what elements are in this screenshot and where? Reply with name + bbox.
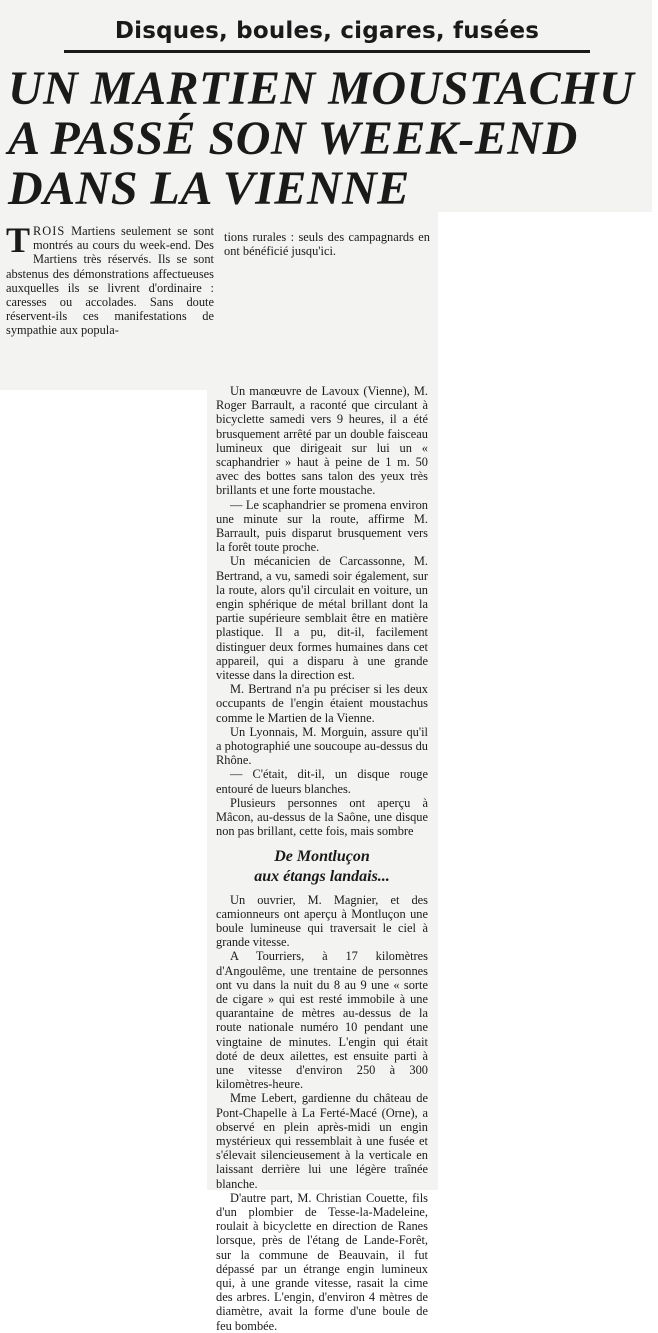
article-column-2 [216, 384, 428, 1333]
paragraph: Un Lyonnais, M. Morguin, assure qu'il a photographié une soucoupe au-dessus du Rhône. [216, 724, 428, 768]
paragraph: — Le scaphandrier se promena environ une minute sur la route, affirme M. Barrault, puis disparut brusquement vers la forêt toute proche. [216, 497, 428, 555]
paragraph: M. Bertrand n'a pu préciser si les deux occupants de l'engin étaient moustachus comme le Martien de la Vienne. [216, 682, 428, 725]
paragraph: D'autre part, M. Christian Couette, fils d'un plombier de Tesse-la-Madeleine, roulait à bicyclette en direction de Ranes lorsque, près de l'étang de Lande-Forêt, sur la commune de Beauvain, il fut dépassé par un étrange engin lumineux qui, à une grande vitesse, rasait la cime des arbres. L'engin, d'environ 4 mètres de diamètre, avait la forme d'une boule de feu bombée. [216, 1190, 428, 1333]
headline-line: A PASSÉ SON WEEK-END [8, 112, 578, 165]
subheading [216, 847, 428, 887]
paragraph: — C'était, dit-il, un disque rouge entouré de lueurs blanches. [216, 767, 428, 796]
lead-text: Martiens seulement se sont montrés au cours du week-end. Des Martiens très réservés. Ils se sont abstenus des démonstrations affectueuses auxquelles ils se livrent d'ordinaire : caresses ou accolades. Sans doute réservent-ils ces manifestations de sympathie aux popula- [6, 224, 214, 338]
headline [8, 64, 648, 214]
article-column-1 [6, 220, 214, 338]
subheading-line: De Montluçon [274, 847, 370, 865]
headline-line: DANS LA VIENNE [8, 162, 410, 215]
lead-paragraph [6, 220, 214, 338]
lead-caps: ROIS [33, 224, 66, 238]
paragraph: tions rurales : seuls des campagnards en ont bénéficié jusqu'ici. [224, 230, 430, 259]
article-column-2-top [224, 230, 430, 258]
paragraph: A Tourriers, à 17 kilomètres d'Angoulême, une trentaine de personnes ont vu dans la nuit du 8 au 9 une « sorte de cigare » qui est resté immobile à une quarantaine de mètres au-dessus de la route nationale numéro 10 pendant une vingtaine de minutes. L'engin qui était doté de deux ailettes, est ensuite parti à une vitesse d'environ 250 à 300 kilomètres-heure. [216, 949, 428, 1092]
paragraph: Plusieurs personnes ont aperçu à Mâcon, au-dessus de la Saône, une disque non pas brillant, cette fois, mais sombre [216, 795, 428, 839]
kicker-title: Disques, boules, cigares, fusées [64, 16, 590, 53]
paragraph: Un mécanicien de Carcassonne, M. Bertrand, a vu, samedi soir également, sur la route, alors qu'il circulait en voiture, un engin sphérique de métal brillant dont la partie supérieure semblait être en matière plastique. Il a pu, dit-il, facilement distinguer deux formes humaines dans cet appareil, qui a disparu à une grande vitesse dans la direction est. [216, 554, 428, 683]
paragraph: Mme Lebert, gardienne du château de Pont-Chapelle à La Ferté-Macé (Orne), a observé en plein après-midi un engin mystérieux qui ressemblait à une fusée et s'élevait silencieusement à la verticale en laissant derrière lui une légère traînée blanche. [216, 1091, 428, 1191]
headline-line: UN MARTIEN MOUSTACHU [8, 62, 635, 115]
paragraph: Un ouvrier, M. Magnier, et des camionneurs ont aperçu à Montluçon une boule lumineuse qui traversait le ciel à grande vitesse. [216, 892, 428, 950]
paragraph: Un manœuvre de Lavoux (Vienne), M. Roger Barrault, a raconté que circulant à bicyclette samedi vers 9 heures, il a été brusquement arrêté par un double faisceau lumineux que dirigeait sur lui un « scaphandrier » haut à peine de 1 m. 50 avec des bottes sans talon des yeux très brillants et une forte moustache. [216, 384, 428, 498]
drop-cap: T [6, 220, 31, 260]
subheading-line: aux étangs landais... [254, 867, 390, 885]
